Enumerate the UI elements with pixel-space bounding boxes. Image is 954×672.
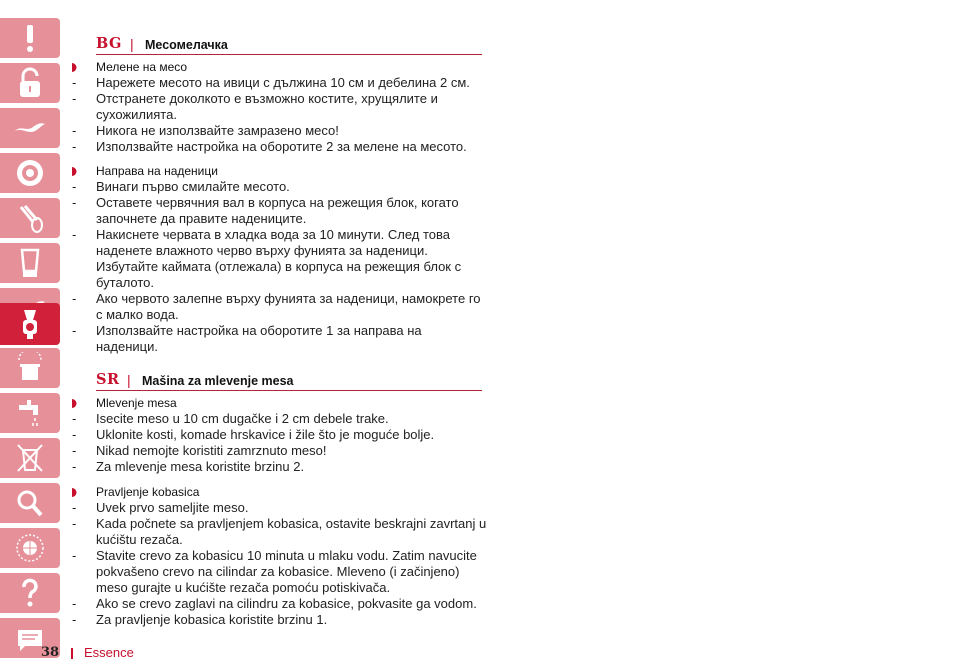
- list-item: kućištu rezača.: [96, 532, 183, 547]
- list-item: буталото.: [96, 275, 155, 290]
- list-item: започнете да правите надениците.: [96, 211, 307, 226]
- list-dash: -: [72, 443, 77, 458]
- blade-icon: [13, 112, 47, 144]
- list-dash: -: [72, 427, 77, 442]
- list-dash: -: [72, 596, 77, 611]
- section-title-sr: Mašina za mlevenje mesa: [142, 374, 294, 388]
- tab-environment[interactable]: [0, 438, 60, 478]
- tab-jug[interactable]: [0, 243, 60, 283]
- storage-box-icon: [13, 352, 47, 384]
- list-item: Отстранете доколкото е възможно костите, хрущялите и: [96, 91, 438, 106]
- jug-icon: [13, 247, 47, 279]
- list-item: Никога не използвайте замразено месо!: [96, 123, 339, 138]
- list-item: Избутайте каймата (отлежала) в корпуса на режещия блок с: [96, 259, 462, 274]
- padlock-icon: [13, 67, 47, 99]
- list-dash: -: [72, 227, 77, 242]
- list-item: сухожилията.: [96, 107, 177, 122]
- list-item: Za mlevenje mesa koristite brzinu 2.: [96, 459, 305, 474]
- subsection-heading: Pravljenje kobasica: [96, 485, 200, 499]
- tab-storage[interactable]: [0, 348, 60, 388]
- tab-search[interactable]: [0, 483, 60, 523]
- subsection-heading: Мелене на месо: [96, 60, 188, 74]
- list-dash: -: [72, 75, 77, 90]
- section-header-sr: [96, 370, 482, 391]
- globe-icon: [13, 532, 47, 564]
- list-dash: -: [72, 548, 77, 563]
- list-item: Nikad nemojte koristiti zamrznuto meso!: [96, 443, 327, 458]
- list-dash: -: [72, 516, 77, 531]
- list-item: Ako se crevo zaglavi na cilindru za kobasice, pokvasite ga vodom.: [96, 596, 477, 611]
- list-dash: -: [72, 291, 77, 306]
- list-item: Uklonite kosti, komade hrskavice i žile što je moguće bolje.: [96, 427, 435, 442]
- list-item: наденици.: [96, 339, 158, 354]
- language-code-sr: SR: [96, 371, 120, 388]
- list-dash: -: [72, 323, 77, 338]
- tab-whisk[interactable]: [0, 198, 60, 238]
- list-item: Ако червото залепне върху фунията за наденици, намокрете го: [96, 291, 481, 306]
- list-item: Използвайте настройка на оборотите 1 за направа на: [96, 323, 422, 338]
- tab-safety[interactable]: [0, 63, 60, 103]
- list-item: Оставете червячния вал в корпуса на режещия блок, когато: [96, 195, 459, 210]
- list-item: Za pravljenje kobasica koristite brzinu 1.: [96, 612, 328, 627]
- list-dash: -: [72, 612, 77, 627]
- list-item: Kada počnete sa pravljenjem kobasica, ostavite beskrajni zavrtanj u: [96, 516, 487, 531]
- tab-faq[interactable]: [0, 573, 60, 613]
- tab-blade[interactable]: [0, 108, 60, 148]
- magnifier-icon: [13, 487, 47, 519]
- list-item: Използвайте настройка на оборотите 2 за мелене на месото.: [96, 139, 467, 154]
- question-icon: [13, 577, 47, 609]
- section-header-bg: [96, 34, 482, 55]
- bullet-icon: [72, 167, 79, 176]
- footer-divider: [71, 648, 73, 659]
- whisk-icon: [13, 202, 47, 234]
- meat-grinder-icon: [13, 308, 47, 340]
- list-dash: -: [72, 179, 77, 194]
- crossed-bin-icon: [13, 442, 47, 474]
- list-item: Нарежете месото на ивици с дължина 10 см и дебелина 2 см.: [96, 75, 470, 90]
- separator: |: [127, 372, 131, 388]
- tab-guarantee[interactable]: [0, 528, 60, 568]
- bullet-icon: [72, 63, 79, 72]
- brand-name: Essence: [84, 645, 134, 660]
- list-dash: -: [72, 139, 77, 154]
- separator: |: [130, 36, 134, 52]
- tab-disc[interactable]: [0, 153, 60, 193]
- list-dash: -: [72, 123, 77, 138]
- list-item: Винаги първо смилайте месото.: [96, 179, 290, 194]
- list-item: pokvašeno crevo na cilindar za kobasice. Mleveno (i začinjeno): [96, 564, 460, 579]
- list-item: Stavite crevo za kobasicu 10 minuta u mlaku vodu. Zatim navucite: [96, 548, 477, 563]
- list-dash: -: [72, 91, 77, 106]
- list-item: с малко вода.: [96, 307, 179, 322]
- list-dash: -: [72, 195, 77, 210]
- list-item: Uvek prvo sameljite meso.: [96, 500, 249, 515]
- list-item: наденете влажното черво върху фунията за наденици.: [96, 243, 428, 258]
- bullet-icon: [72, 488, 79, 497]
- disc-icon: [13, 157, 47, 189]
- list-dash: -: [72, 459, 77, 474]
- list-item: Isecite meso u 10 cm dugačke i 2 cm debele trake.: [96, 411, 389, 426]
- list-item: meso gurajte u kućište rezača pomoću potiskivača.: [96, 580, 391, 595]
- tab-warning[interactable]: [0, 18, 60, 58]
- section-title-bg: Месомелачка: [145, 38, 228, 52]
- tab-meat-grinder[interactable]: [0, 303, 60, 345]
- subsection-heading: Направа на наденици: [96, 164, 218, 178]
- tap-icon: [13, 397, 47, 429]
- bullet-icon: [72, 399, 79, 408]
- list-dash: -: [72, 411, 77, 426]
- language-code-bg: BG: [96, 35, 122, 52]
- tab-cleaning[interactable]: [0, 393, 60, 433]
- page-number: 38: [41, 645, 60, 660]
- exclamation-icon: [13, 22, 47, 54]
- subsection-heading: Mlevenje mesa: [96, 396, 177, 410]
- list-dash: -: [72, 500, 77, 515]
- list-item: Накиснете червата в хладка вода за 10 минути. След това: [96, 227, 450, 242]
